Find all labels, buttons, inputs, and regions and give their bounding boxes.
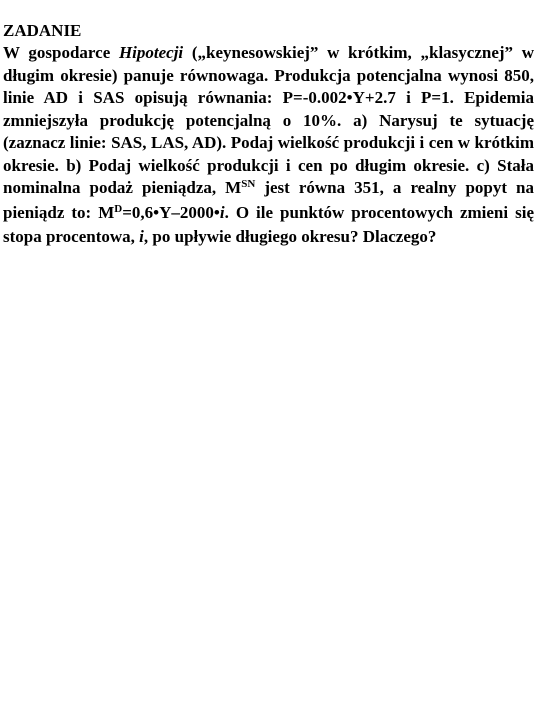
money-demand-superscript: D: [114, 202, 123, 215]
money-supply-superscript: SN: [241, 178, 256, 190]
task-text-part: Y–2000: [159, 202, 214, 222]
task-heading: ZADANIE: [3, 21, 82, 40]
multiplication-dot: •: [153, 202, 160, 222]
task-text-part: Y+2.7 i P=1. Epidemia zmniejszyła produkcję potencjalną o 10%. a) Narysuj te sytuację (zaznacz linie: SAS, LAS, AD). Podaj wielkość produkcji i cen w krótkim okresie. b) Podaj wielkość produkcji i cen po długim okresie. c) Stała nominalna podaż pieniądza, M: [3, 88, 534, 197]
country-name: Hipotecji: [118, 43, 184, 62]
task-text-part: („keynesowskiej” w krótkim, „klasycznej” w długim okresie) panuje równowaga. Produkcja potencjalna wynosi 850, linie AD i SAS opisują równania: P=-0.002: [3, 43, 535, 107]
task-text-part: , po upływie długiego okresu? Dlaczego?: [143, 227, 437, 246]
document-page: [3, 20, 534, 249]
multiplication-dot: •: [213, 202, 220, 222]
task-text-part: . O ile punktów procentowych zmieni się stopa procentowa,: [3, 202, 534, 246]
task-text-part: =0,6: [122, 202, 154, 222]
task-text-part: W gospodarce: [3, 43, 119, 62]
interest-rate-symbol: i: [219, 202, 225, 222]
multiplication-dot: •: [346, 88, 353, 107]
task-text: [3, 42, 534, 249]
task-text-part: jest równa 351, a realny popyt na pieniądz to: M: [3, 178, 534, 222]
interest-rate-symbol: i: [139, 227, 144, 246]
